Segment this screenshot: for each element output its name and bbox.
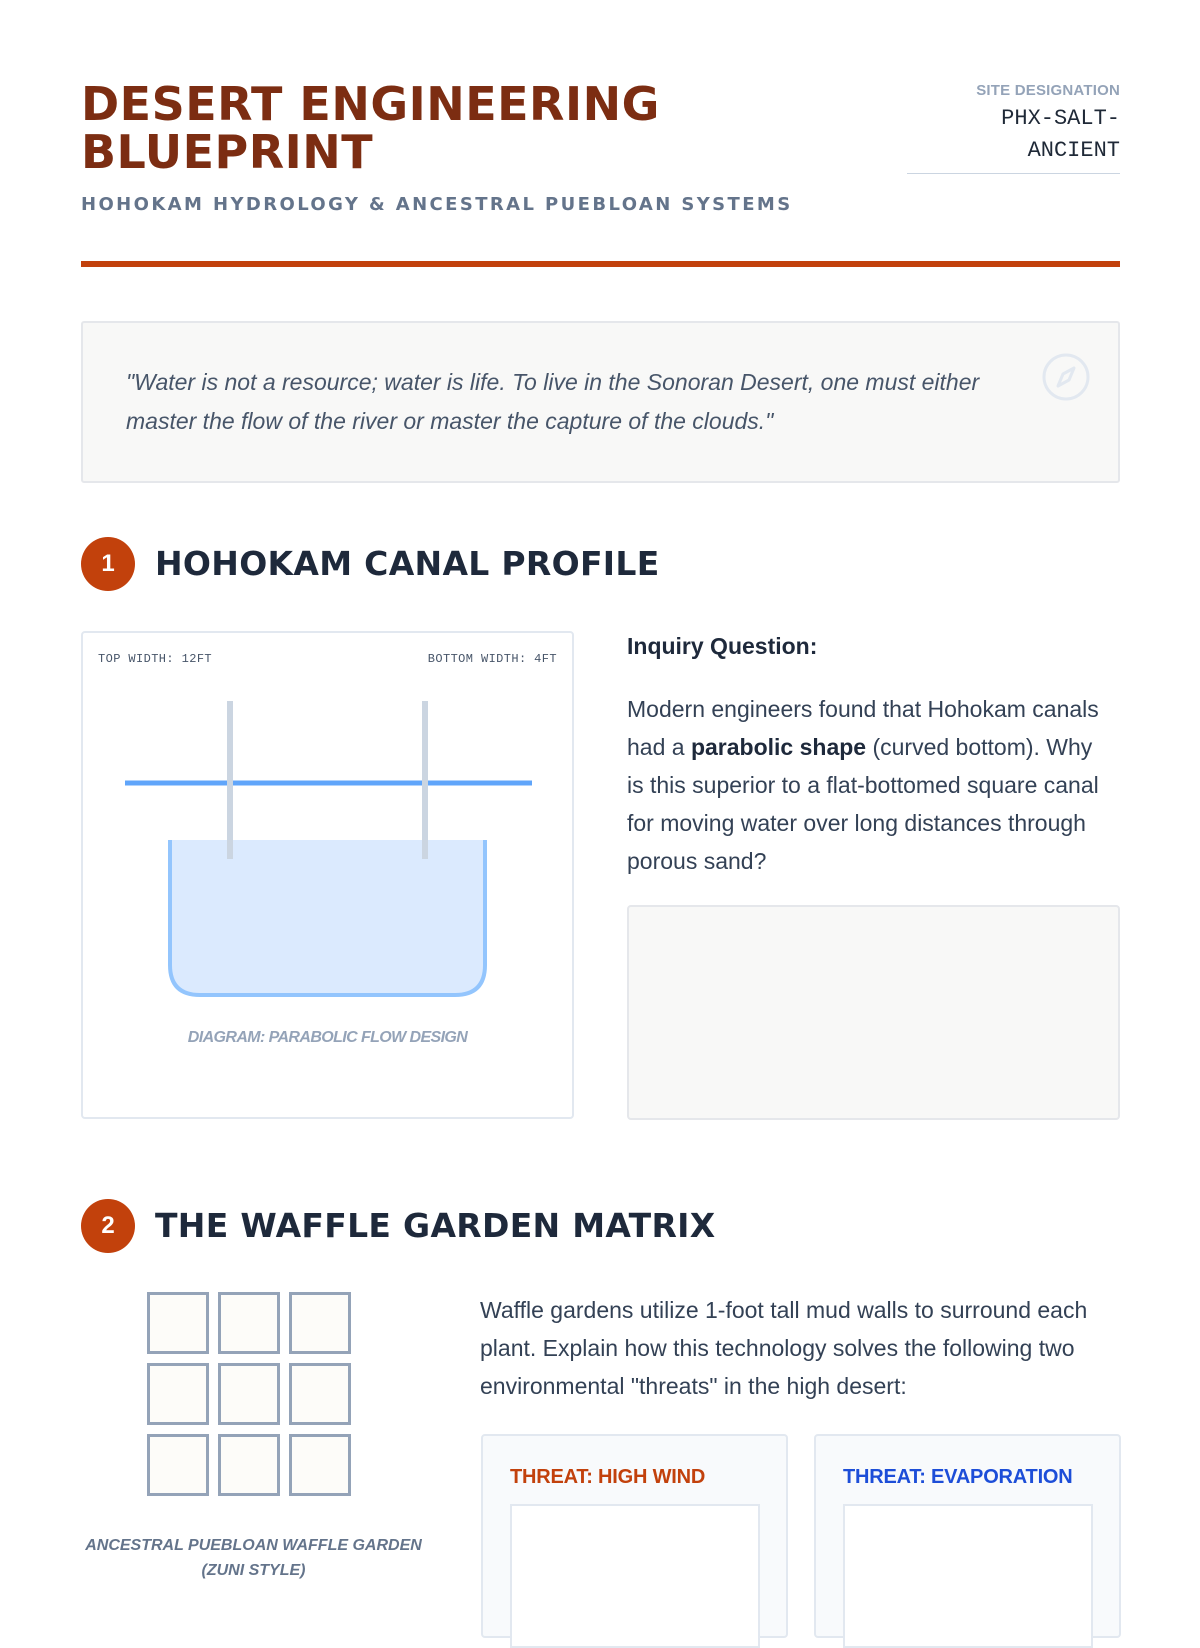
inquiry-label: Inquiry Question: bbox=[627, 633, 818, 659]
header-divider bbox=[81, 261, 1120, 267]
site-designation-label: SITE DESIGNATION bbox=[976, 82, 1120, 99]
waffle-cell bbox=[289, 1434, 351, 1496]
canal-water-fill bbox=[170, 840, 485, 995]
quote-box bbox=[81, 321, 1120, 483]
title-line-2: BLUEPRINT bbox=[81, 125, 374, 179]
inquiry-text-emphasis: parabolic shape bbox=[690, 734, 867, 760]
diagram-caption: DIAGRAM: PARABOLIC FLOW DESIGN bbox=[187, 1029, 468, 1046]
title-line-1: DESERT ENGINEERING bbox=[81, 77, 660, 131]
section-1-number: 1 bbox=[81, 537, 135, 591]
waffle-garden-grid bbox=[147, 1292, 351, 1496]
waffle-cell bbox=[147, 1363, 209, 1425]
canal-diagram bbox=[81, 631, 574, 1119]
threat-evaporation-answer-box[interactable] bbox=[843, 1504, 1093, 1648]
inquiry-text-start: Modern engineers found that Hohokam canals had a bbox=[627, 696, 1099, 760]
quote-text: "Water is not a resource; water is life. To live in the Sonoran Desert, one must either master the flow of the river or master the capture of the clouds." bbox=[126, 369, 980, 434]
waffle-cell bbox=[289, 1363, 351, 1425]
waffle-cell bbox=[147, 1292, 209, 1354]
threat-wind-answer-box[interactable] bbox=[510, 1504, 760, 1648]
waffle-intro-text: Waffle gardens utilize 1-foot tall mud walls to surround each plant. Explain how this technology solves the following two environmental "threats" in the high desert: bbox=[480, 1297, 1088, 1399]
waffle-cell bbox=[218, 1434, 280, 1496]
waffle-caption: ANCESTRAL PUEBLOAN WAFFLE GARDEN (ZUNI STYLE) bbox=[85, 1537, 422, 1579]
compass-icon bbox=[1041, 352, 1091, 402]
bottom-width-label: BOTTOM WIDTH: 4FT bbox=[427, 652, 557, 666]
waffle-cell bbox=[289, 1292, 351, 1354]
top-width-label: TOP WIDTH: 12FT bbox=[98, 652, 213, 666]
section-2-title: THE WAFFLE GARDEN MATRIX bbox=[155, 1206, 716, 1245]
threat-wind-title: THREAT: HIGH WIND bbox=[510, 1466, 706, 1488]
threat-evaporation-title: THREAT: EVAPORATION bbox=[843, 1466, 1073, 1488]
waffle-cell bbox=[218, 1292, 280, 1354]
threat-wind-card bbox=[481, 1434, 788, 1638]
section-2-number: 2 bbox=[81, 1199, 135, 1253]
waffle-cell bbox=[147, 1434, 209, 1496]
waffle-cell bbox=[218, 1363, 280, 1425]
inquiry-answer-box[interactable] bbox=[627, 905, 1120, 1120]
page-subtitle: HOHOKAM HYDROLOGY & ANCESTRAL PUEBLOAN SYSTEMS bbox=[81, 194, 793, 215]
section-1-title: HOHOKAM CANAL PROFILE bbox=[155, 544, 660, 583]
site-designation-value: PHX-SALT-ANCIENT bbox=[1001, 106, 1120, 163]
threat-evaporation-card bbox=[814, 1434, 1121, 1638]
inquiry-text-end: (curved bottom). Why is this superior to a flat-bottomed square canal for moving water over long distances through porous sand? bbox=[627, 734, 1099, 874]
site-designation bbox=[907, 82, 1120, 174]
page-title bbox=[81, 77, 781, 179]
inquiry-question bbox=[627, 690, 1107, 880]
